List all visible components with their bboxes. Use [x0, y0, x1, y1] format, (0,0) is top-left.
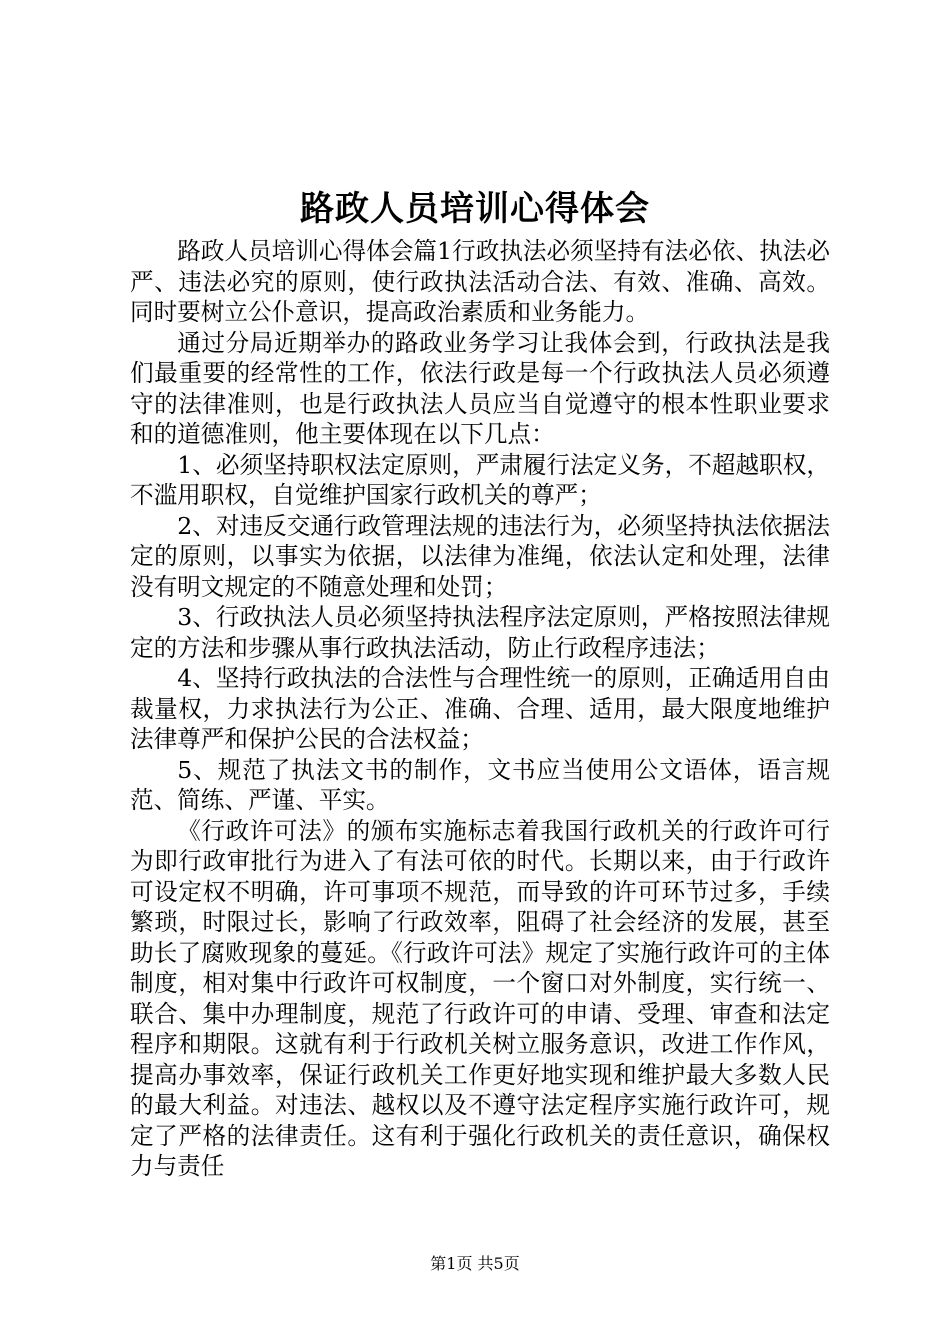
page-number-footer: 第1页 共5页 [430, 1254, 520, 1273]
paragraph: 3、行政执法人员必须坚持执法程序法定原则，严格按照法律规定的方法和步骤从事行政执法活动，防止行政程序违法； [130, 603, 830, 662]
paragraph: 4、坚持行政执法的合法性与合理性统一的原则，正确适用自由裁量权，力求执法行为公正、准确、合理、适用，最大限度地维护法律尊严和保护公民的合法权益； [130, 664, 830, 753]
paragraph: 2、对违反交通行政管理法规的违法行为，必须坚持执法依据法定的原则，以事实为依据，以法律为准绳，依法认定和处理，法律没有明文规定的不随意处理和处罚； [130, 511, 830, 601]
paragraph: 路政人员培训心得体会篇1行政执法必须坚持有法必依、执法必严、违法必究的原则，使行政执法活动合法、有效、准确、高效。同时要树立公仆意识，提高政治素质和业务能力。 [130, 237, 830, 326]
paragraph: 《行政许可法》的颁布实施标志着我国行政机关的行政许可行为即行政审批行为进入了有法可依的时代。长期以来，由于行政许可设定权不明确，许可事项不规范，而导致的许可环节过多，手续繁琐，时限过长，影响了行政效率，阻碍了社会经济的发展，甚至助长了腐败现象的蔓延。《行政许可法》规定了实施行政许可的主体制度，相对集中行政许可权制度，一个窗口对外制度，实行统一、联合、集中办理制度，规范了行政许可的申请、受理、审查和法定程序和期限。这就有利于行政机关树立服务意识，改进工作作风，提高办事效率，保证行政机关工作更好地实现和维护最大多数人民的最大利益。对违法、越权以及不遵守法定程序实施行政许可，规定了严格的法律责任。这有利于强化行政机关的责任意识，确保权力与责任 [130, 816, 830, 1180]
document-title: 路政人员培训心得体会 [300, 189, 650, 229]
paragraph: 1、必须坚持职权法定原则，严肃履行法定义务，不超越职权，不滥用职权，自觉维护国家行政机关的尊严； [130, 450, 830, 509]
document-body [130, 236, 830, 1182]
paragraph: 通过分局近期举办的路政业务学习让我体会到，行政执法是我们最重要的经常性的工作，依法行政是每一个行政执法人员必须遵守的法律准则，也是行政执法人员应当自觉遵守的根本性职业要求和的道德准则，他主要体现在以下几点： [130, 328, 830, 448]
paragraph: 5、规范了执法文书的制作，文书应当使用公文语体，语言规范、简练、严谨、平实。 [130, 755, 830, 814]
